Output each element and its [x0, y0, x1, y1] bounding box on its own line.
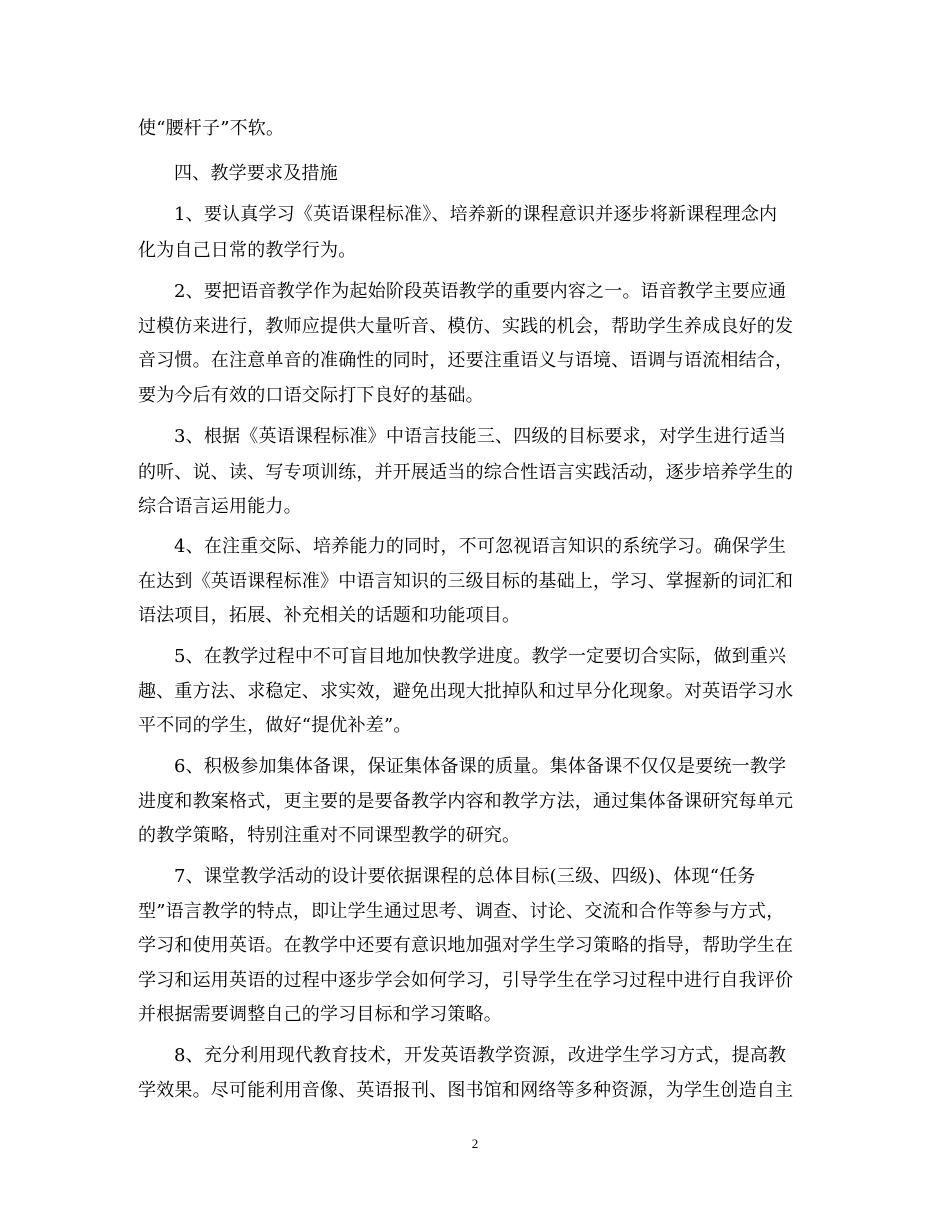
text-line: 3、根据《英语课程标准》中语言技能三、四级的目标要求，对学生进行适当 — [174, 426, 787, 447]
text-line: 在达到《英语课程标准》中语言知识的三级目标的基础上，学习、掌握新的词汇和 — [138, 571, 794, 592]
text-line: 6、积极参加集体备课，保证集体备课的质量。集体备课不仅仅是要统一教学 — [174, 756, 787, 777]
text-line: 音习惯。在注意单音的准确性的同时，还要注重语义与语境、语调与语流相结合， — [138, 350, 794, 371]
text-line: 使“腰杆子”不软。 — [138, 118, 285, 139]
text-line: 5、在教学过程中不可盲目地加快教学进度。教学一定要切合实际，做到重兴 — [174, 646, 787, 667]
text-line: 8、充分利用现代教育技术，开发英语教学资源，改进学生学习方式，提高教 — [174, 1045, 787, 1066]
text-line: 趣、重方法、求稳定、求实效，避免出现大批掉队和过早分化现象。对英语学习水 — [138, 681, 794, 702]
section-heading: 四、教学要求及措施 — [174, 163, 338, 184]
text-line: 2、要把语音教学作为起始阶段英语教学的重要内容之一。语音教学主要应通 — [174, 281, 787, 302]
text-line: 7、课堂教学活动的设计要依据课程的总体目标(三级、四级)、体现“任务 — [174, 866, 756, 887]
text-line: 型”语言教学的特点，即让学生通过思考、调查、讨论、交流和合作等参与方式， — [138, 901, 785, 922]
text-line: 过模仿来进行，教师应提供大量听音、模仿、实践的机会，帮助学生养成良好的发 — [138, 316, 794, 337]
text-line: 1、要认真学习《英语课程标准》、培养新的课程意识并逐步将新课程理念内 — [174, 204, 778, 225]
text-line: 的听、说、读、写专项训练，并开展适当的综合性语言实践活动，逐步培养学生的 — [138, 462, 794, 483]
page-number: 2 — [471, 1136, 479, 1151]
text-line: 进度和教案格式，更主要的是要备教学内容和教学方法，通过集体备课研究每单元 — [138, 791, 794, 812]
text-line: 4、在注重交际、培养能力的同时，不可忽视语言知识的系统学习。确保学生 — [174, 536, 787, 557]
text-line: 综合语言运用能力。 — [138, 496, 302, 517]
text-line: 语法项目，拓展、补充相关的话题和功能项目。 — [138, 605, 521, 626]
text-line: 要为今后有效的口语交际打下良好的基础。 — [138, 385, 484, 406]
text-line: 学习和使用英语。在教学中还要有意识地加强对学生学习策略的指导，帮助学生在 — [138, 935, 794, 956]
text-line: 平不同的学生，做好“提优补差”。 — [138, 715, 412, 736]
text-line: 学效果。尽可能利用音像、英语报刊、图书馆和网络等多种资源，为学生创造自主 — [138, 1080, 794, 1101]
text-line: 的教学策略，特别注重对不同课型教学的研究。 — [138, 825, 521, 846]
text-line: 并根据需要调整自己的学习目标和学习策略。 — [138, 1004, 502, 1025]
text-line: 化为自己日常的教学行为。 — [138, 240, 357, 261]
text-line: 学习和运用英语的过程中逐步学会如何学习，引导学生在学习过程中进行自我评价 — [138, 970, 794, 991]
